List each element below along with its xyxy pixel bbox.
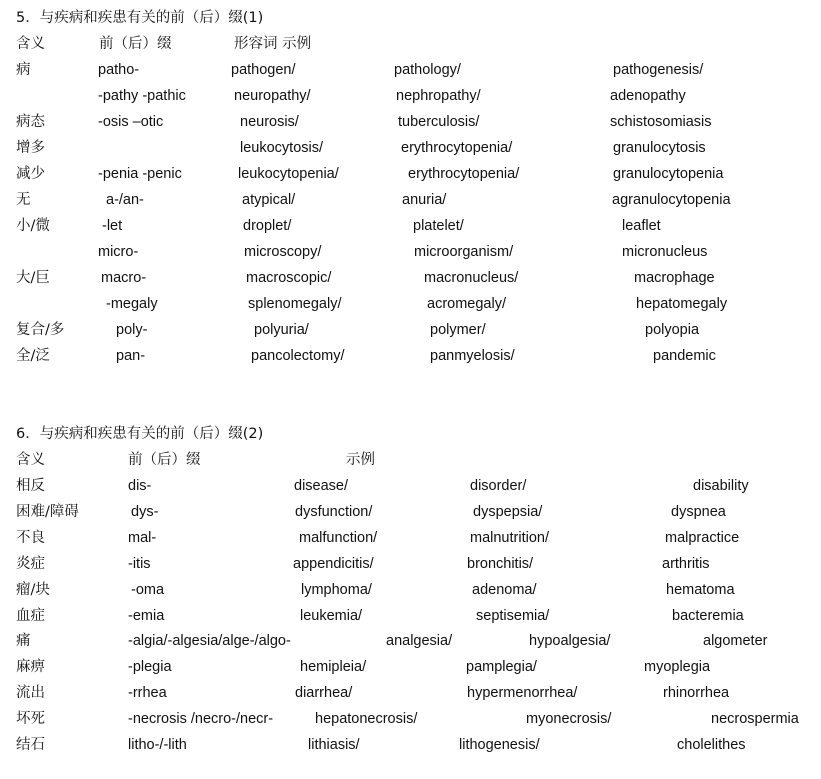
row-meaning: 复合/多 <box>16 322 65 338</box>
row-example-3: agranulocytopenia <box>612 192 731 208</box>
row-example-2: platelet/ <box>413 218 464 234</box>
row-example-1: pathogen/ <box>231 62 296 78</box>
row-example-1: splenomegaly/ <box>248 296 342 312</box>
header-affix: 前（后）缀 <box>128 452 201 468</box>
row-example-3: pandemic <box>653 348 716 364</box>
row-example-2: polymer/ <box>430 322 486 338</box>
row-affix: poly- <box>116 322 148 338</box>
row-meaning: 全/泛 <box>16 348 50 364</box>
row-example-2: bronchitis/ <box>467 556 534 572</box>
row-example-1: dysfunction/ <box>295 504 373 520</box>
row-affix: -algia/-algesia/alge-/algo- <box>128 633 291 649</box>
row-meaning: 大/巨 <box>16 270 50 286</box>
row-meaning: 血症 <box>16 608 45 624</box>
row-example-2: malnutrition/ <box>470 530 549 546</box>
row-affix: micro- <box>98 244 139 260</box>
row-example-2: hypermenorrhea/ <box>467 685 578 701</box>
section-1-title: 5．与疾病和疾患有关的前（后）缀(1) <box>16 10 264 26</box>
row-meaning: 痛 <box>16 633 31 649</box>
row-affix: dys- <box>131 504 159 520</box>
row-example-1: neuropathy/ <box>234 88 311 104</box>
row-example-2: erythrocytopenia/ <box>408 166 520 182</box>
row-meaning: 结石 <box>16 737 45 753</box>
row-affix: -itis <box>128 556 151 572</box>
row-meaning: 无 <box>16 192 31 208</box>
row-meaning: 不良 <box>16 530 45 546</box>
row-example-1: lithiasis/ <box>308 737 360 753</box>
row-affix: -rrhea <box>128 685 167 701</box>
row-meaning: 坏死 <box>16 711 45 727</box>
row-example-2: dyspepsia/ <box>473 504 543 520</box>
row-affix: -let <box>102 218 123 234</box>
row-meaning: 增多 <box>16 140 45 156</box>
row-affix: -plegia <box>128 659 172 675</box>
row-example-1: polyuria/ <box>254 322 309 338</box>
row-example-2: tuberculosis/ <box>398 114 480 130</box>
row-example-1: neurosis/ <box>240 114 299 130</box>
row-affix: mal- <box>128 530 157 546</box>
row-example-2: macronucleus/ <box>424 270 519 286</box>
row-affix: -penia -penic <box>98 166 182 182</box>
header-examples: 形容词 示例 <box>234 36 312 52</box>
row-example-3: malpractice <box>665 530 740 546</box>
row-example-3: dyspnea <box>671 504 726 520</box>
row-example-1: hepatonecrosis/ <box>315 711 418 727</box>
row-example-3: macrophage <box>634 270 715 286</box>
row-example-2: lithogenesis/ <box>459 737 540 753</box>
row-example-1: diarrhea/ <box>295 685 353 701</box>
row-example-2: acromegaly/ <box>427 296 506 312</box>
row-example-1: hemipleia/ <box>300 659 367 675</box>
row-example-2: septisemia/ <box>476 608 550 624</box>
row-affix: -oma <box>131 582 165 598</box>
row-example-3: algometer <box>703 633 768 649</box>
row-example-3: schistosomiasis <box>610 114 712 130</box>
row-meaning: 困难/障碍 <box>16 504 79 520</box>
row-affix: -emia <box>128 608 165 624</box>
row-example-1: atypical/ <box>242 192 296 208</box>
row-example-1: analgesia/ <box>386 633 453 649</box>
row-example-3: granulocytosis <box>613 140 706 156</box>
header-meaning: 含义 <box>16 452 45 468</box>
row-example-3: arthritis <box>662 556 710 572</box>
row-example-3: disability <box>693 478 749 494</box>
row-example-3: cholelithes <box>677 737 746 753</box>
row-example-3: hepatomegaly <box>636 296 728 312</box>
row-example-2: myonecrosis/ <box>526 711 612 727</box>
header-meaning: 含义 <box>16 36 45 52</box>
section-2-title: 6．与疾病和疾患有关的前（后）缀(2) <box>16 426 264 442</box>
row-example-2: panmyelosis/ <box>430 348 515 364</box>
row-affix: a-/an- <box>106 192 144 208</box>
header-affix: 前（后）缀 <box>99 36 172 52</box>
row-example-2: hypoalgesia/ <box>529 633 611 649</box>
row-example-1: macroscopic/ <box>246 270 332 286</box>
row-example-3: leaflet <box>622 218 661 234</box>
row-example-1: leukocytopenia/ <box>238 166 339 182</box>
row-affix: dis- <box>128 478 152 494</box>
row-meaning: 瘤/块 <box>16 582 50 598</box>
row-meaning: 病 <box>16 62 31 78</box>
row-example-2: pathology/ <box>394 62 461 78</box>
row-affix: patho- <box>98 62 140 78</box>
header-examples: 示例 <box>346 452 375 468</box>
row-example-1: malfunction/ <box>299 530 378 546</box>
row-meaning: 病态 <box>16 114 45 130</box>
row-affix: -necrosis /necro-/necr- <box>128 711 274 727</box>
row-meaning: 减少 <box>16 166 45 182</box>
row-affix: -megaly <box>106 296 158 312</box>
row-example-2: erythrocytopenia/ <box>401 140 513 156</box>
row-example-2: pamplegia/ <box>466 659 537 675</box>
row-example-3: granulocytopenia <box>613 166 724 182</box>
row-affix: litho-/-lith <box>128 737 187 753</box>
row-meaning: 炎症 <box>16 556 45 572</box>
row-meaning: 麻痹 <box>16 659 45 675</box>
row-example-1: droplet/ <box>243 218 292 234</box>
row-example-2: anuria/ <box>402 192 447 208</box>
row-example-3: bacteremia <box>672 608 744 624</box>
row-affix: pan- <box>116 348 146 364</box>
row-example-2: microorganism/ <box>414 244 514 260</box>
row-meaning: 小/微 <box>16 218 50 234</box>
row-meaning: 相反 <box>16 478 45 494</box>
row-example-2: nephropathy/ <box>396 88 481 104</box>
row-example-2: disorder/ <box>470 478 527 494</box>
row-example-1: microscopy/ <box>244 244 322 260</box>
row-affix: macro- <box>101 270 147 286</box>
row-example-1: leukemia/ <box>300 608 363 624</box>
row-example-1: leukocytosis/ <box>240 140 324 156</box>
row-example-3: necrospermia <box>711 711 799 727</box>
row-example-3: hematoma <box>666 582 735 598</box>
row-meaning: 流出 <box>16 685 45 701</box>
row-example-3: adenopathy <box>610 88 686 104</box>
row-example-3: micronucleus <box>622 244 708 260</box>
row-example-1: appendicitis/ <box>293 556 374 572</box>
row-example-3: polyopia <box>645 322 700 338</box>
row-example-3: rhinorrhea <box>663 685 730 701</box>
row-example-1: disease/ <box>294 478 349 494</box>
row-affix: -pathy -pathic <box>98 88 186 104</box>
row-affix: -osis –otic <box>98 114 164 130</box>
row-example-3: pathogenesis/ <box>613 62 704 78</box>
row-example-1: pancolectomy/ <box>251 348 345 364</box>
row-example-2: adenoma/ <box>472 582 537 598</box>
row-example-3: myoplegia <box>644 659 711 675</box>
row-example-1: lymphoma/ <box>301 582 372 598</box>
